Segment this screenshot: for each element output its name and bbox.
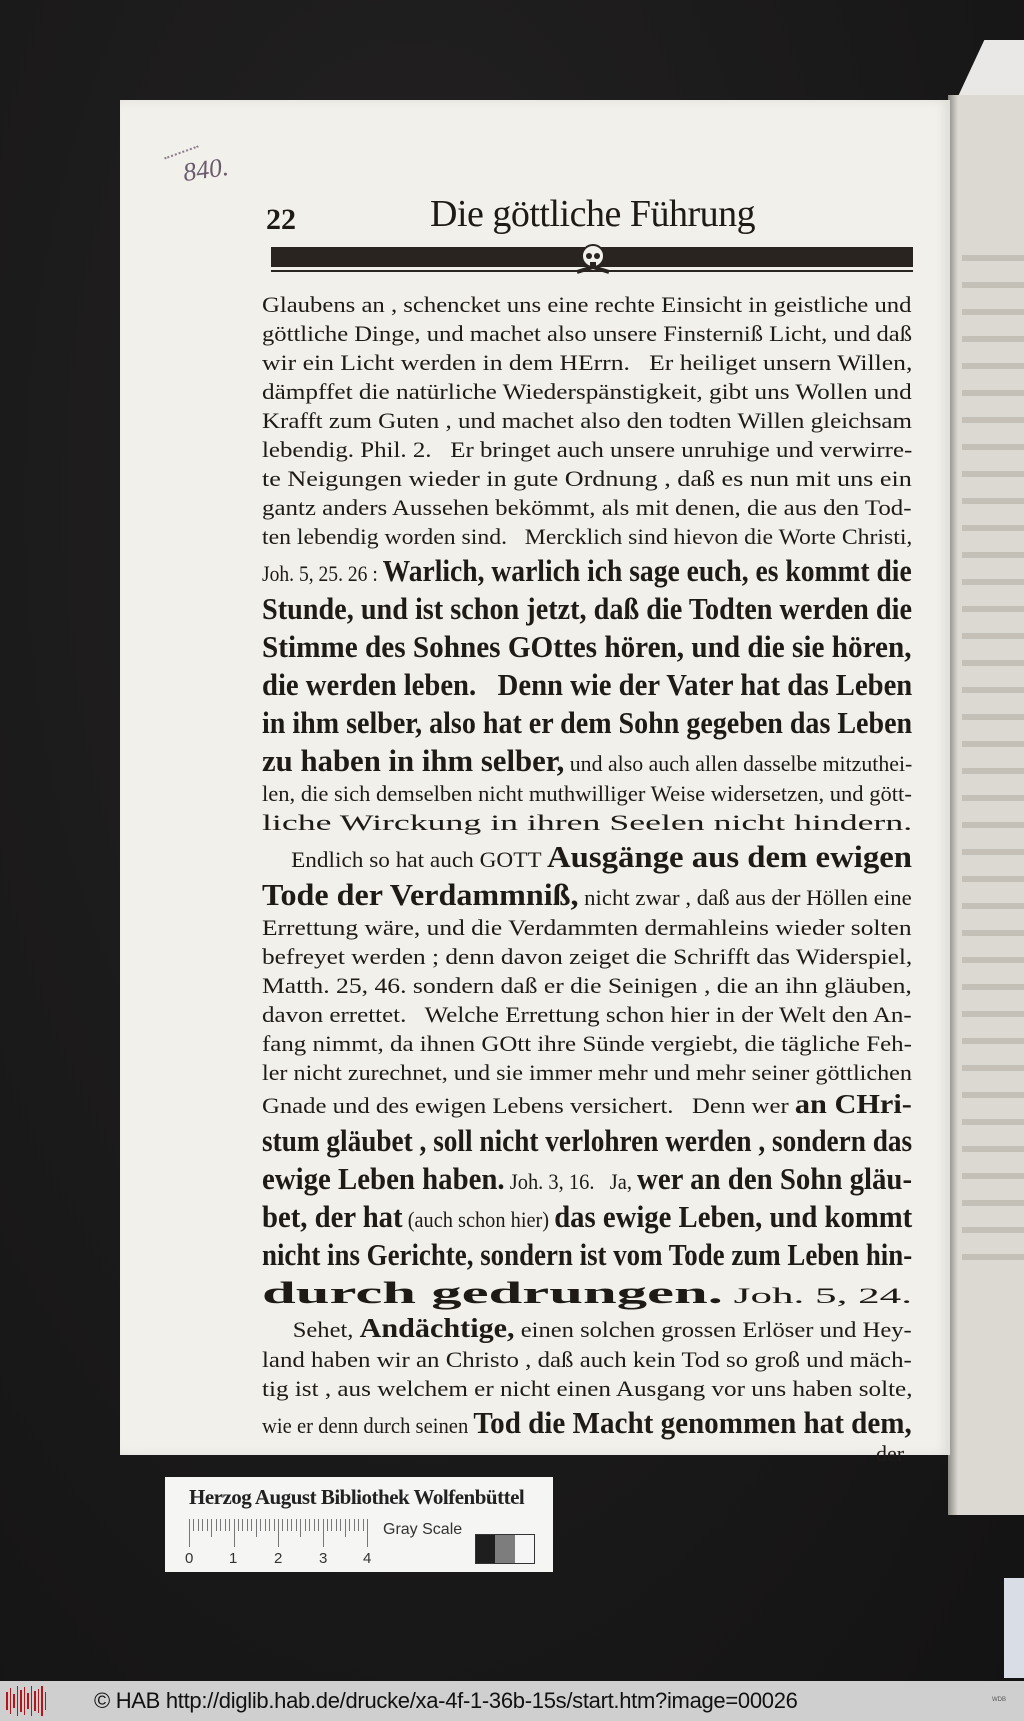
adjacent-page-text: [962, 1092, 1024, 1098]
emphasized-text: Warlich, warlich ich sage euch, es kommt die: [382, 553, 912, 588]
ruler-tick: [193, 1519, 194, 1531]
ruler-tick: [198, 1519, 199, 1531]
ruler-tick: [296, 1519, 297, 1531]
ruler-tick: [300, 1519, 301, 1537]
text-segment: befreyet werden ; denn davon zeiget die Schrifft das Widerspiel,: [262, 944, 913, 969]
text-segment: einen solchen grossen Erlöser und Hey-: [514, 1317, 912, 1342]
text-line: [262, 838, 912, 875]
text-segment: Joh. 3, 16. Ja,: [504, 1169, 638, 1194]
text-line: [262, 1375, 912, 1403]
emphasized-text: das ewige Leben, und kommt: [554, 1199, 913, 1234]
text-segment: Joh. 5, 24.: [722, 1283, 912, 1308]
ruler-tick: [340, 1519, 341, 1531]
adjacent-page-text: [962, 660, 1024, 666]
ruler-tick: [354, 1519, 355, 1531]
logo-bar: [20, 1690, 22, 1712]
text-segment: und also auch allen dasselbe mitzuthei-: [564, 751, 913, 776]
gray-scale-swatch: [475, 1534, 535, 1564]
ruler-tick: [336, 1519, 337, 1531]
emphasized-text: wer an den Sohn gläu-: [637, 1161, 913, 1196]
text-line: [262, 1001, 912, 1029]
adjacent-page-text: [962, 1254, 1024, 1260]
text-segment: liche Wirckung in ihren Seelen nicht hindern.: [262, 810, 913, 835]
running-title: Die göttliche Führung: [430, 193, 756, 235]
ruler-number: 0: [185, 1550, 194, 1567]
emphasized-text: durch gedrungen.: [262, 1275, 723, 1310]
adjacent-page-text: [962, 930, 1024, 936]
text-segment: Sehet,: [262, 1317, 360, 1342]
adjacent-page-text: [962, 1065, 1024, 1071]
text-segment: göttliche Dinge, und machet also unsere Finsterniß Licht, und daß: [262, 321, 913, 346]
ruler-tick: [234, 1519, 235, 1547]
text-segment: Gnade und des ewigen Lebens versichert. Denn wer: [262, 1093, 795, 1118]
text-segment: nicht zwar , daß aus der Höllen eine: [578, 885, 912, 910]
text-line: [262, 378, 912, 406]
ruler-tick: [363, 1519, 364, 1531]
adjacent-page-text: [962, 1173, 1024, 1179]
adjacent-page-text: [962, 525, 1024, 531]
text-segment: gantz anders Aussehen bekömmt, als mit denen, die aus den Tod-: [262, 495, 912, 520]
text-segment: ler nicht zurechnet, und sie immer mehr und mehr seiner göttlichen: [262, 1060, 912, 1085]
ruler-tick: [269, 1519, 270, 1531]
adjacent-page: [948, 95, 1024, 1515]
ruler-tick: [256, 1519, 257, 1537]
text-line: [262, 809, 912, 837]
logo-bar: [45, 1692, 47, 1710]
logo-bar: [24, 1687, 26, 1715]
ruler-tick: [207, 1519, 208, 1531]
logo-bar: [41, 1686, 43, 1716]
library-name: Herzog August Bibliothek Wolfenbüttel: [189, 1485, 525, 1509]
adjacent-page-text: [962, 741, 1024, 747]
text-line: [262, 1088, 912, 1121]
ruler-tick: [211, 1519, 212, 1537]
text-segment: (auch schon hier): [402, 1207, 555, 1232]
adjacent-page-text: [962, 390, 1024, 396]
text-segment: land haben wir an Christo , daß auch kein Tod so groß und mäch-: [262, 1347, 912, 1372]
text-line: [262, 465, 912, 493]
ruler-tick: [345, 1519, 346, 1537]
adjacent-page-text: [962, 1011, 1024, 1017]
text-line: [262, 1198, 912, 1235]
emphasized-text: bet, der hat: [262, 1199, 403, 1234]
edge-tab: [1004, 1578, 1024, 1678]
text-segment: tig ist , aus welchem er nicht einen Ausgang vor uns haben solte,: [262, 1376, 913, 1401]
catchword: [876, 1442, 904, 1466]
skull-ornament-icon: [573, 242, 613, 276]
adjacent-page-text: [962, 1227, 1024, 1233]
ruler-tick: [274, 1519, 275, 1531]
adjacent-page-text: [962, 552, 1024, 558]
adjacent-page-text: [962, 471, 1024, 477]
adjacent-page-text: [962, 633, 1024, 639]
text-line: [262, 704, 912, 741]
ruler-number: 3: [319, 1550, 328, 1567]
text-line: [262, 943, 912, 971]
emphasized-text: Ausgänge aus dem ewigen: [547, 839, 912, 874]
ruler-tick: [305, 1519, 306, 1531]
emphasized-text: zu haben in ihm selber,: [262, 743, 565, 778]
adjacent-page-text: [962, 363, 1024, 369]
handwritten-note: 840.: [181, 151, 231, 188]
text-line: [262, 494, 912, 522]
adjacent-page-text: [962, 957, 1024, 963]
text-line: [262, 1122, 912, 1159]
ruler-tick: [238, 1519, 239, 1531]
gray-scale-label: Gray Scale: [383, 1521, 463, 1538]
ruler-tick: [287, 1519, 288, 1531]
logo-bar: [34, 1691, 36, 1711]
text-line: [262, 1404, 912, 1441]
text-segment: lebendig. Phil. 2. Er bringet auch unsere unruhige und verwirre-: [262, 437, 913, 462]
text-segment: Errettung wäre, und die Verdammten dermahleins wieder solten: [262, 915, 912, 940]
ruler-tick: [202, 1519, 203, 1531]
adjacent-page-text: [962, 255, 1024, 261]
ruler-tick: [327, 1519, 328, 1531]
logo-bar: [10, 1688, 12, 1714]
adjacent-page-text: [962, 849, 1024, 855]
text-segment: Endlich so hat auch GOTT: [262, 847, 548, 872]
logo-bar: [6, 1692, 8, 1710]
text-line: [262, 666, 912, 703]
ruler-tick: [247, 1519, 248, 1531]
text-line: [262, 780, 912, 808]
text-segment: ten lebendig worden sind. Mercklich sind hievon die Worte Christi,: [262, 524, 913, 549]
logo-bar: [27, 1693, 29, 1709]
adjacent-page-text: [962, 903, 1024, 909]
ruler-tick: [331, 1519, 332, 1531]
emphasized-text: Tod die Macht genommen hat dem,: [473, 1405, 912, 1440]
text-line: [262, 1312, 912, 1345]
text-segment: te Neigungen wieder in gute Ordnung , daß es nun mit uns ein: [262, 466, 912, 491]
ruler-number: 2: [274, 1550, 283, 1567]
adjacent-page-text: [962, 309, 1024, 315]
text-segment: fang nimmt, da ihnen GOtt ihre Sünde vergiebt, die tägliche Feh-: [262, 1031, 912, 1056]
adjacent-page-text: [962, 768, 1024, 774]
text-line: [262, 349, 912, 377]
catchword-text: der: [876, 1441, 905, 1466]
emphasized-text: in ihm selber, also hat er dem Sohn gegeben das Leben: [262, 705, 913, 740]
logo-bar: [31, 1686, 33, 1716]
text-line: [262, 523, 912, 551]
ruler-tick: [265, 1519, 266, 1531]
emphasized-text: ewige Leben haben.: [262, 1161, 505, 1196]
adjacent-page-text: [962, 417, 1024, 423]
ruler-tick: [216, 1519, 217, 1531]
text-line: [262, 876, 912, 913]
text-segment: wie er denn durch seinen: [262, 1413, 474, 1438]
text-segment: wir ein Licht werden in dem HErrn. Er heiliget unsern Willen,: [262, 350, 913, 375]
adjacent-page-text: [962, 687, 1024, 693]
text-line: [262, 590, 912, 627]
text-line: [262, 1160, 912, 1197]
text-line: [262, 1236, 912, 1273]
ruler-number: 4: [363, 1550, 372, 1567]
text-segment: davon errettet. Welche Errettung schon hier in der Welt den An-: [262, 1002, 912, 1027]
logo-bar: [13, 1694, 15, 1708]
ruler: [189, 1519, 371, 1547]
adjacent-page-text: [962, 714, 1024, 720]
adjacent-page-text: [962, 1200, 1024, 1206]
library-label: [165, 1477, 553, 1572]
ruler-tick: [349, 1519, 350, 1531]
emphasized-text: nicht ins Gerichte, sondern ist vom Tode zum Leben hin-: [262, 1237, 913, 1272]
emphasized-text: Tode der Verdammniß,: [262, 877, 579, 912]
emphasized-text: Stunde, und ist schon jetzt, daß die Todten werden die: [262, 591, 912, 626]
copyright-link[interactable]: © HAB http://diglib.hab.de/drucke/xa-4f-1-36b-15s/start.htm?image=00026: [94, 1688, 798, 1713]
text-line: [262, 436, 912, 464]
text-line: [262, 552, 912, 589]
logo-bar: [17, 1686, 19, 1716]
emphasized-text: die werden leben. Denn wie der Vater hat das Leben: [262, 667, 913, 702]
emphasized-text: Stimme des Sohnes GOttes hören, und die sie hören,: [262, 629, 912, 664]
text-line: [262, 291, 911, 319]
ruler-tick: [358, 1519, 359, 1531]
emphasized-text: stum gläubet , soll nicht verlohren werden , sondern das: [262, 1123, 913, 1158]
ruler-tick: [278, 1519, 279, 1547]
adjacent-page-text: [962, 606, 1024, 612]
footer-bar: [0, 1681, 1024, 1721]
ruler-tick: [220, 1519, 221, 1531]
adjacent-page-text: [962, 336, 1024, 342]
text-line: [262, 1059, 912, 1087]
adjacent-page-text: [962, 498, 1024, 504]
ruler-tick: [318, 1519, 319, 1531]
adjacent-page-text: [962, 1146, 1024, 1152]
ruler-tick: [282, 1519, 283, 1531]
adjacent-page-text: [962, 1119, 1024, 1125]
text-line: [262, 1030, 912, 1058]
emphasized-text: an CHri-: [794, 1089, 912, 1119]
text-line: [262, 1346, 912, 1374]
ruler-tick: [225, 1519, 226, 1531]
adjacent-page-text: [962, 984, 1024, 990]
text-line: [262, 972, 912, 1000]
ruler-tick: [323, 1519, 324, 1547]
ruler-tick: [229, 1519, 230, 1531]
text-segment: len, die sich demselben nicht muthwilliger Weise widersetzen, und gött-: [262, 781, 912, 806]
ruler-tick: [242, 1519, 243, 1531]
adjacent-page-text: [962, 795, 1024, 801]
adjacent-page-text: [962, 444, 1024, 450]
page-number: 22: [266, 203, 296, 236]
emphasized-text: Andächtige,: [359, 1313, 515, 1343]
text-segment: dämpffet die natürliche Wiederspänstigkeit, gibt uns Wollen und: [262, 379, 912, 404]
text-line: [262, 1274, 912, 1311]
logo-bar: [38, 1689, 40, 1713]
text-segment: Matth. 25, 46. sondern daß er die Seinigen , die an ihn gläuben,: [262, 973, 912, 998]
ruler-tick: [367, 1519, 368, 1547]
adjacent-page-text: [962, 579, 1024, 585]
text-segment: Krafft zum Guten , und machet also den todten Willen gleichsam: [262, 408, 912, 433]
hab-logo-icon: [6, 1685, 46, 1717]
ruler-tick: [291, 1519, 292, 1531]
ruler-tick: [189, 1519, 190, 1547]
text-line: [262, 742, 912, 779]
ruler-number: 1: [229, 1550, 238, 1567]
adjacent-page-text: [962, 282, 1024, 288]
ruler-tick: [309, 1519, 310, 1531]
text-line: [262, 320, 912, 348]
text-line: [262, 914, 912, 942]
text-line: [262, 407, 912, 435]
text-line: [262, 628, 912, 665]
footer-mini-mark: WDB: [992, 1697, 1006, 1703]
text-segment: Glaubens an , schencket uns eine rechte Einsicht in geistliche und: [262, 292, 912, 317]
adjacent-page-text: [962, 876, 1024, 882]
text-segment: Joh. 5, 25. 26 :: [262, 561, 383, 586]
ruler-tick: [314, 1519, 315, 1531]
ruler-tick: [251, 1519, 252, 1531]
ruler-tick: [260, 1519, 261, 1531]
adjacent-page-text: [962, 822, 1024, 828]
adjacent-page-text: [962, 1038, 1024, 1044]
